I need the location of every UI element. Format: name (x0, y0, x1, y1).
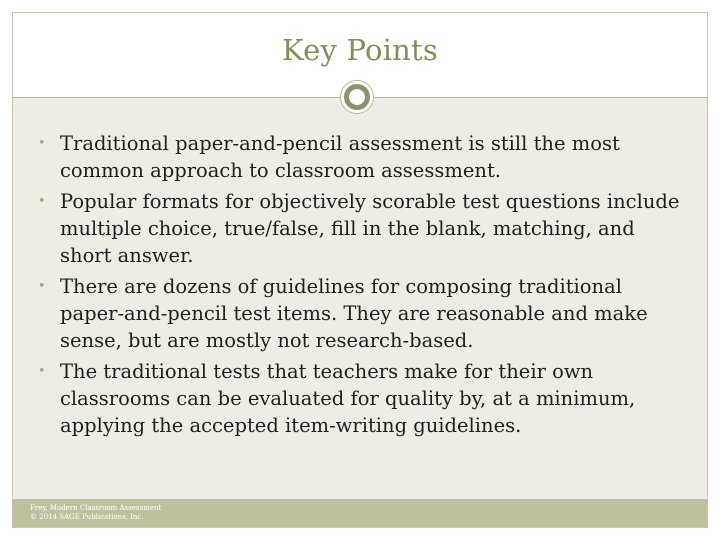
bullet-marker-icon: • (38, 136, 46, 151)
bullet-item (38, 130, 683, 184)
bullet-marker-icon: • (38, 194, 46, 209)
bullet-item (38, 273, 683, 354)
footer-line-1: Frey, Modern Classroom Assessment (30, 504, 162, 512)
bullet-marker-icon: • (38, 279, 46, 294)
bullet-marker-icon: • (38, 364, 46, 379)
circle-ring-icon (340, 80, 374, 114)
bullet-item (38, 188, 683, 269)
slide-title: Key Points (282, 33, 438, 67)
bullet-text: The traditional tests that teachers make for their own classrooms can be evaluated for quality by, at a minimum, applying the accepted item-writing guidelines. (60, 360, 636, 437)
ring-inner (344, 84, 370, 110)
footer-credit (30, 504, 161, 522)
bullet-text: There are dozens of guidelines for composing traditional paper-and-pencil test items. They are reasonable and make sense, but are mostly not research-based. (60, 275, 648, 352)
bullet-list (38, 130, 683, 443)
bullet-text: Traditional paper-and-pencil assessment is still the most common approach to classroom assessment. (60, 132, 620, 182)
content-area (13, 98, 707, 499)
bullet-item (38, 358, 683, 439)
footer (13, 499, 707, 527)
bullet-text: Popular formats for objectively scorable test questions include multiple choice, true/false, fill in the blank, matching, and short answer. (60, 190, 680, 267)
footer-line-2: © 2014 SAGE Publications, Inc. (30, 513, 144, 521)
slide (12, 12, 708, 528)
